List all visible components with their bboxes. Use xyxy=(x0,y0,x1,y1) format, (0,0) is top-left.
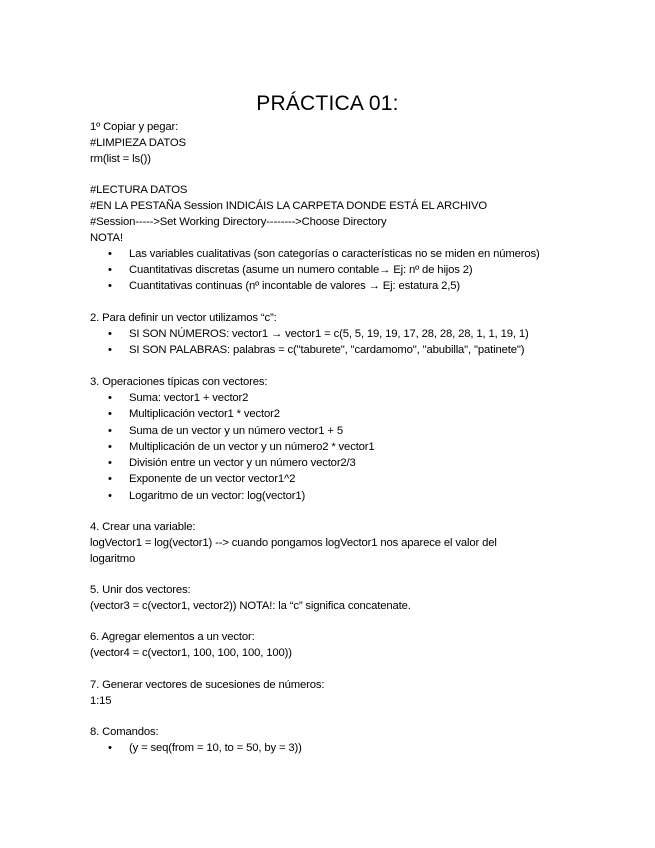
section-8-heading: 8. Comandos: xyxy=(90,726,159,738)
session-path-comment: #Session----->Set Working Directory-------->Choose Directory xyxy=(90,216,387,228)
list-item: Cuantitativas discretas (asume un numero contable→ Ej: nº de hijos 2) xyxy=(129,264,473,276)
section-5-line: (vector3 = c(vector1, vector2)) NOTA!: la “c” significa concatenate. xyxy=(90,600,411,612)
section-7-heading: 7. Generar vectores de sucesiones de números: xyxy=(90,679,325,691)
bullet-icon: • xyxy=(108,392,112,404)
list-item: Suma: vector1 + vector2 xyxy=(129,392,249,404)
list-item: Logaritmo de un vector: log(vector1) xyxy=(129,490,306,502)
section-6-heading: 6. Agregar elementos a un vector: xyxy=(90,631,255,643)
section-7-line: 1:15 xyxy=(90,695,112,707)
section-4-line-2: logaritmo xyxy=(90,553,136,565)
list-item: Cuantitativas continuas (nº incontable de valores → Ej: estatura 2,5) xyxy=(129,280,460,292)
pestana-comment: #EN LA PESTAÑA Session INDICÁIS LA CARPETA DONDE ESTÁ EL ARCHIVO xyxy=(90,200,488,212)
bullet-icon: • xyxy=(108,473,112,485)
section-4-heading: 4. Crear una variable: xyxy=(90,521,196,533)
copy-paste-line: 1º Copiar y pegar: xyxy=(90,121,179,133)
list-item: Exponente de un vector vector1^2 xyxy=(129,473,296,485)
bullet-icon: • xyxy=(108,264,112,276)
list-item: División entre un vector y un número vector2/3 xyxy=(129,457,356,469)
list-item: Multiplicación de un vector y un número2 * vector1 xyxy=(129,441,375,453)
rm-command: rm(list = ls()) xyxy=(90,153,151,165)
bullet-icon: • xyxy=(108,344,112,356)
nota-label: NOTA! xyxy=(90,232,123,244)
lectura-comment: #LECTURA DATOS xyxy=(90,184,188,196)
section-2-heading: 2. Para definir un vector utilizamos “c”: xyxy=(90,312,277,324)
list-item: Suma de un vector y un número vector1 + 5 xyxy=(129,425,343,437)
bullet-icon: • xyxy=(108,490,112,502)
section-4-line-1: logVector1 = log(vector1) --> cuando pongamos logVector1 nos aparece el valor del xyxy=(90,537,497,549)
page-title: PRÁCTICA 01: xyxy=(256,92,399,115)
section-6-line: (vector4 = c(vector1, 100, 100, 100, 100)) xyxy=(90,647,292,659)
bullet-icon: • xyxy=(108,280,112,292)
bullet-icon: • xyxy=(108,408,112,420)
list-item: (y = seq(from = 10, to = 50, by = 3)) xyxy=(129,742,302,754)
bullet-icon: • xyxy=(108,328,112,340)
limpieza-comment: #LIMPIEZA DATOS xyxy=(90,137,186,149)
bullet-icon: • xyxy=(108,248,112,260)
section-5-heading: 5. Unir dos vectores: xyxy=(90,584,191,596)
list-item: Multiplicación vector1 * vector2 xyxy=(129,408,280,420)
list-item: SI SON PALABRAS: palabras = c("taburete", "cardamomo", "abubilla", "patinete") xyxy=(129,344,525,356)
bullet-icon: • xyxy=(108,425,112,437)
list-item: SI SON NÚMEROS: vector1 → vector1 = c(5, 5, 19, 19, 17, 28, 28, 28, 1, 1, 19, 1) xyxy=(129,328,529,340)
section-3-heading: 3. Operaciones típicas con vectores: xyxy=(90,376,268,388)
list-item: Las variables cualitativas (son categorías o características no se miden en números) xyxy=(129,248,540,260)
bullet-icon: • xyxy=(108,742,112,754)
bullet-icon: • xyxy=(108,441,112,453)
bullet-icon: • xyxy=(108,457,112,469)
